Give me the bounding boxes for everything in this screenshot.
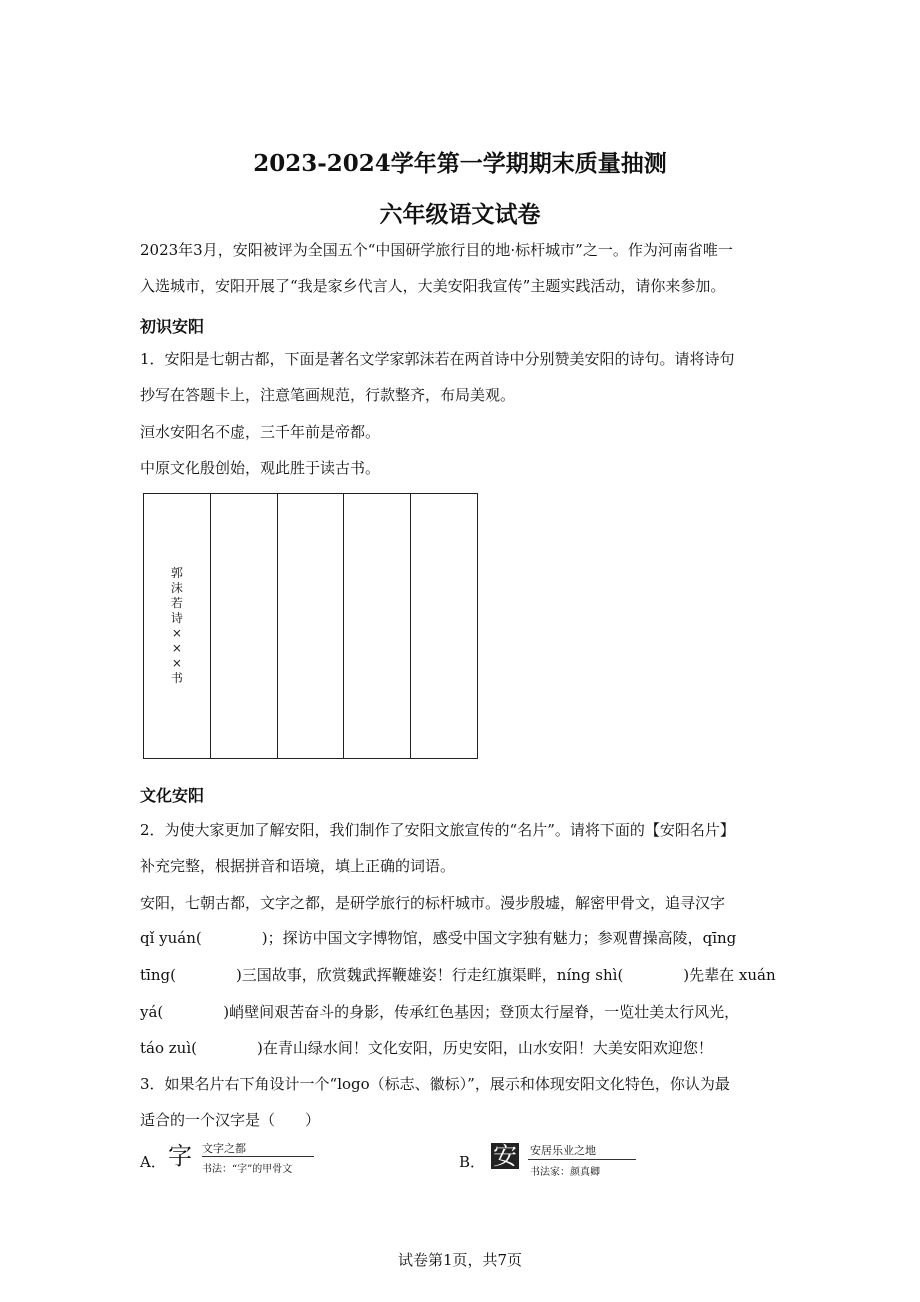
option-a-divider [202,1156,314,1157]
question-2-line-2: 补充完整，根据拼音和语境，填上正确的词语。 [140,857,456,875]
intro-line-2: 入选城市，安阳开展了“我是家乡代言人，大美安阳我宣传”主题实践活动，请你来参加。 [140,277,726,295]
option-b-divider [528,1159,636,1160]
section-heading-1: 初识安阳 [140,317,205,336]
option-b-logo-glyph: 安 [493,1142,517,1170]
option-b-letter: B． [459,1153,486,1171]
question-3-line-2: 适合的一个汉字是（ ） [140,1111,321,1129]
grid-column [211,494,278,758]
question-2-line-1: 2．为使大家更加了解安阳，我们制作了安阳文旅宣传的“名片”。请将下面的【安阳名片】 [140,821,735,839]
grid-column [411,494,477,758]
option-b-caption-bottom: 书法家：颜真卿 [530,1167,600,1178]
question-1-line-1: 1．安阳是七朝古都，下面是著名文学家郭沫若在两首诗中分别赞美安阳的诗句。请将诗句 [140,350,735,368]
option-a-logo-glyph: 字 [168,1142,192,1170]
intro-line-1: 2023年3月，安阳被评为全国五个“中国研学旅行目的地·标杆城市”之一。作为河南省唯一 [140,241,733,259]
option-a[interactable] [140,1139,340,1179]
grid-signature: 郭沫若诗×××书 [170,566,183,685]
page-title: 2023-2024学年第一学期期末质量抽测 [253,150,667,177]
writing-grid [143,493,478,759]
grid-column-signature [144,494,211,758]
question-1-line-2: 抄写在答题卡上，注意笔画规范，行款整齐，布局美观。 [140,386,516,404]
card-line-3: tīng( )三国故事，欣赏魏武挥鞭雄姿！行走红旗渠畔，níng shì( )先辈在 xuán [140,966,776,984]
question-3-line-1: 3．如果名片右下角设计一个“logo（标志、徽标）”，展示和体现安阳文化特色，你认为最 [140,1075,730,1093]
grid-column [278,494,345,758]
poem-line-2: 中原文化殷创始，观此胜于读古书。 [140,459,381,477]
card-line-1: 安阳，七朝古都，文字之都，是研学旅行的标杆城市。漫步殷墟，解密甲骨文，追寻汉字 [140,894,726,912]
option-b[interactable] [459,1139,659,1179]
option-a-letter: A． [140,1153,166,1171]
card-line-4: yá( )峭壁间艰苦奋斗的身影，传承红色基因；登顶太行屋脊，一览壮美太行风光， [140,1003,740,1021]
section-heading-2: 文化安阳 [140,786,205,805]
option-b-caption-top: 安居乐业之地 [530,1144,596,1157]
option-a-caption-top: 文字之都 [202,1142,246,1155]
poem-line-1: 洹水安阳名不虚，三千年前是帝都。 [140,423,381,441]
option-a-caption-bottom: 书法：“字”的甲骨文 [202,1164,293,1175]
grid-column [344,494,411,758]
page-subtitle: 六年级语文试卷 [379,201,541,228]
card-line-5: táo zuì( )在青山绿水间！文化安阳，历史安阳，山水安阳！大美安阳欢迎您！ [140,1039,713,1057]
page-footer: 试卷第1页，共7页 [397,1251,523,1269]
card-line-2: qǐ yuán( )；探访中国文字博物馆，感受中国文字独有魅力；参观曹操高陵，qīng [140,929,737,947]
